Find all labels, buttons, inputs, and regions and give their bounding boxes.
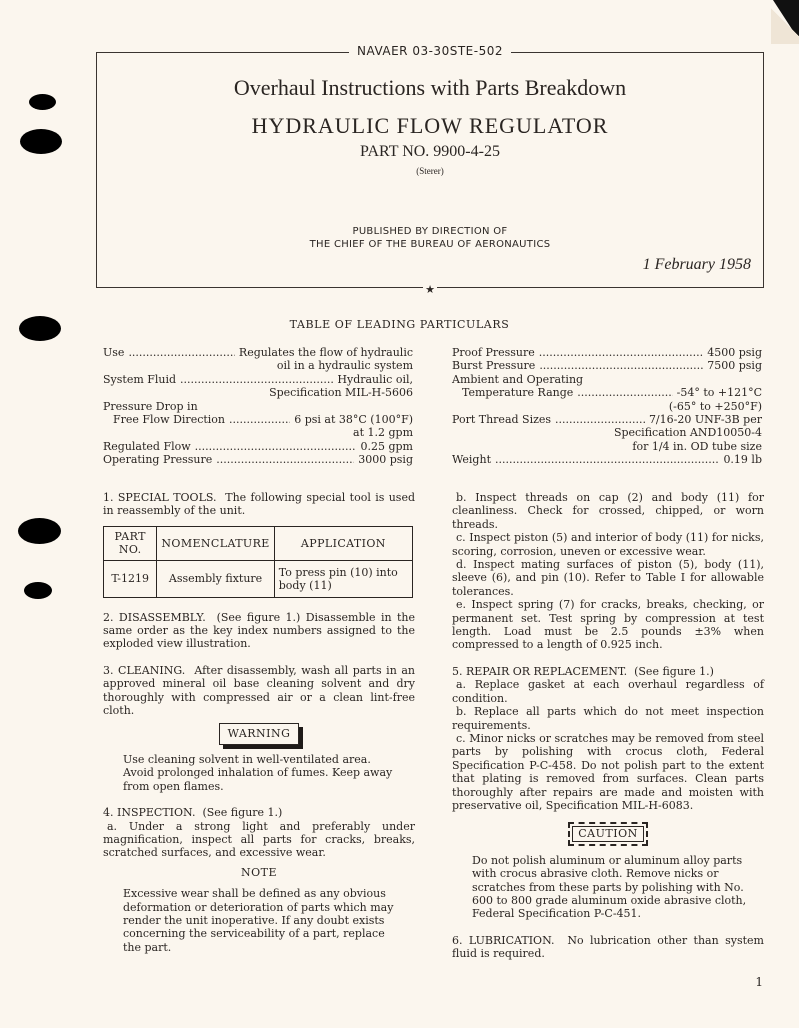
caution-label-wrap [452,822,764,845]
section-heading: 1. SPECIAL TOOLS. [103,491,217,504]
document-number: NAVAER 03-30STE-502 [97,44,763,58]
section-text: After disassembly, wash all parts in an approved mineral oil base cleaning solvent and dry thoroughly with compressed air or a clean lint-free cloth. [103,663,415,718]
section-heading: 3. CLEANING. [103,663,186,677]
caution-text: Do not polish aluminum or aluminum alloy parts with crocus abrasive cloth. Remove nicks or scratches from these parts by polishing with No. 600 to 800 grade aluminum oxide abrasive cloth, Federal Specification P-C-451. [472,853,747,921]
particular-row [103,453,413,466]
leader-dots [577,386,672,399]
particular-row [452,413,762,426]
particular-row [452,346,762,359]
section-text: (See figure 1.) [634,664,714,678]
leading-particulars-left [103,346,413,467]
inspection-item-e: e. Inspect spring (7) for cracks, breaks, checking, or permanent set. Test spring by compression at test length. Load must be 2.5 pounds ±3% when compressed to a length of 0.925 inch. [452,598,764,652]
particular-value-cont: (-65° to +250°F) [668,399,762,413]
particular-value-cont: Specification MIL-H-5606 [269,386,413,400]
particular-label: System Fluid [103,372,177,386]
particular-value-cont: oil in a hydraulic system [276,359,413,373]
leading-particulars-title: TABLE OF LEADING PARTICULARS [289,318,510,331]
particular-value: 0.25 gpm [360,439,413,453]
subject-title: HYDRAULIC FLOW REGULATOR [251,113,609,138]
section-heading: 2. DISASSEMBLY. [103,610,206,624]
publisher-authority [97,225,763,251]
punch-hole-icon [18,518,61,544]
section-text: The following special tool is used in reassembly of the unit. [103,491,416,518]
particular-row [452,453,762,466]
particular-row [452,386,762,399]
leader-dots [539,346,703,359]
particular-value: 0.19 lb [723,453,762,467]
particular-label: Regulated Flow [103,439,191,453]
section-special-tools [103,491,415,518]
page-number: 1 [755,975,763,989]
particular-label: Pressure Drop in [103,399,198,413]
particular-row [103,440,413,453]
particular-label: Temperature Range [462,386,574,400]
particular-value: 6 psi at 38°C (100°F) [294,413,413,427]
star-divider [97,283,763,296]
special-tools-table [103,526,413,598]
particular-value: Regulates the flow of hydraulic [238,346,413,359]
repair-item-c: c. Minor nicks or scratches may be removed from steel parts by polishing with crocus cloth, Federal Specification P-C-458. Do not polish part to the extent that plating is removed from surfaces. Clean parts thoroughly after repairs are made and moisten with preservative oil, Specification MIL-H-6083. [452,731,764,812]
inspection-item-c: c. Inspect piston (5) and interior of body (11) for nicks, scoring, corrosion, uneven or excessive wear. [452,531,764,558]
particular-label: Weight [452,453,491,467]
particular-value: -54° to +121°C [676,386,762,400]
warning-text: Use cleaning solvent in well-ventilated area. Avoid prolonged inhalation of fumes. Keep away from open flames. [123,752,393,793]
publication-date: 1 February 1958 [642,256,751,273]
particular-value: 7/16-20 UNF-3B per [648,413,762,427]
warning-label-wrap [103,723,415,744]
particular-row [452,359,762,372]
repair-item-b: b. Replace all parts which do not meet inspection requirements. [452,705,764,732]
punch-hole-icon [20,129,62,154]
section-text: (See figure 1.) [202,806,283,820]
left-column [103,491,415,967]
manufacturer: (Sterer) [416,166,444,176]
particular-label: Free Flow Direction [113,413,226,427]
section-disassembly [103,611,415,651]
star-icon: ★ [425,283,435,296]
particular-value: 4500 psig [707,346,762,359]
publisher-line-1: PUBLISHED BY DIRECTION OF [352,226,508,237]
particular-row [103,413,413,426]
cell-application: To press pin (10) into body (11) [274,560,412,597]
inspection-item-d: d. Inspect mating surfaces of piston (5), body (11), sleeve (6), and pin (10). Refer to Table I for allowable tolerances. [452,558,764,598]
particular-label: Port Thread Sizes [452,413,552,427]
leading-particulars-right [452,346,762,467]
section-heading: 6. LUBRICATION. [452,933,555,947]
leader-dots [495,453,719,466]
particular-label: Proof Pressure [452,346,535,359]
particular-value-cont: for 1/4 in. OD tube size [632,439,762,453]
leader-dots [539,359,703,372]
particular-value: 7500 psig [707,359,762,373]
section-cleaning [103,664,415,718]
inspection-item-b: b. Inspect threads on cap (2) and body (11) for cleanliness. Check for crossed, chipped, or worn threads. [452,491,764,531]
section-text: No lubrication other than system fluid is required. [452,933,764,961]
right-column [452,491,764,974]
leader-dots [229,413,290,426]
section-lubrication [452,934,764,961]
section-repair [452,665,764,678]
caution-label: CAUTION [568,822,647,845]
particular-row [103,373,413,386]
page-corner-fold [771,0,799,44]
note-text: Excessive wear shall be defined as any obvious deformation or deterioration of parts which may render the unit inoperative. If any doubt exists concerning the serviceability of a part, replace the part. [123,887,394,954]
section-heading: 4. INSPECTION. [103,806,196,820]
cell-part-no: T-1219 [104,560,157,597]
leader-dots [216,453,354,466]
particular-row [103,346,413,359]
punch-hole-icon [24,582,52,599]
particular-label: Use [103,346,125,359]
table-row [104,560,413,597]
section-text: (See figure 1.) Disassemble in the same order as the key index numbers assigned to the exploded view illustration. [103,610,415,651]
particular-value: 3000 psig [358,453,413,467]
particular-label: Operating Pressure [103,453,213,467]
particular-value-cont: at 1.2 gpm [353,426,413,440]
particular-label: Ambient and Operating [452,372,584,386]
particular-label: Burst Pressure [452,359,536,373]
column-header-part-no: PART NO. [104,526,157,560]
leader-dots [180,373,333,386]
leader-dots [195,440,357,453]
leader-dots [555,413,645,426]
document-title: Overhaul Instructions with Parts Breakdown [233,75,627,100]
note-label: NOTE [240,865,277,879]
punch-hole-icon [29,94,56,110]
inspection-item-a: a. Under a strong light and preferably under magnification, inspect all parts for cracks, breaks, scratched surfaces, and excessive wear. [103,819,415,860]
cell-nomenclature: Assembly fixture [157,560,274,597]
part-number: PART NO. 9900-4-25 [360,143,500,160]
particular-value-cont: Specification AND10050-4 [613,426,762,440]
column-header-nomenclature: NOMENCLATURE [157,526,274,560]
section-inspection [103,806,415,819]
section-heading: 5. REPAIR OR REPLACEMENT. [452,664,628,678]
repair-item-a: a. Replace gasket at each overhaul regardless of condition. [452,678,764,705]
title-block [96,44,764,296]
column-header-application: APPLICATION [274,526,412,560]
warning-label: WARNING [219,723,300,744]
particular-value: Hydraulic oil, [337,372,413,386]
publisher-line-2: THE CHIEF OF THE BUREAU OF AERONAUTICS [309,239,551,250]
leader-dots [128,346,234,359]
